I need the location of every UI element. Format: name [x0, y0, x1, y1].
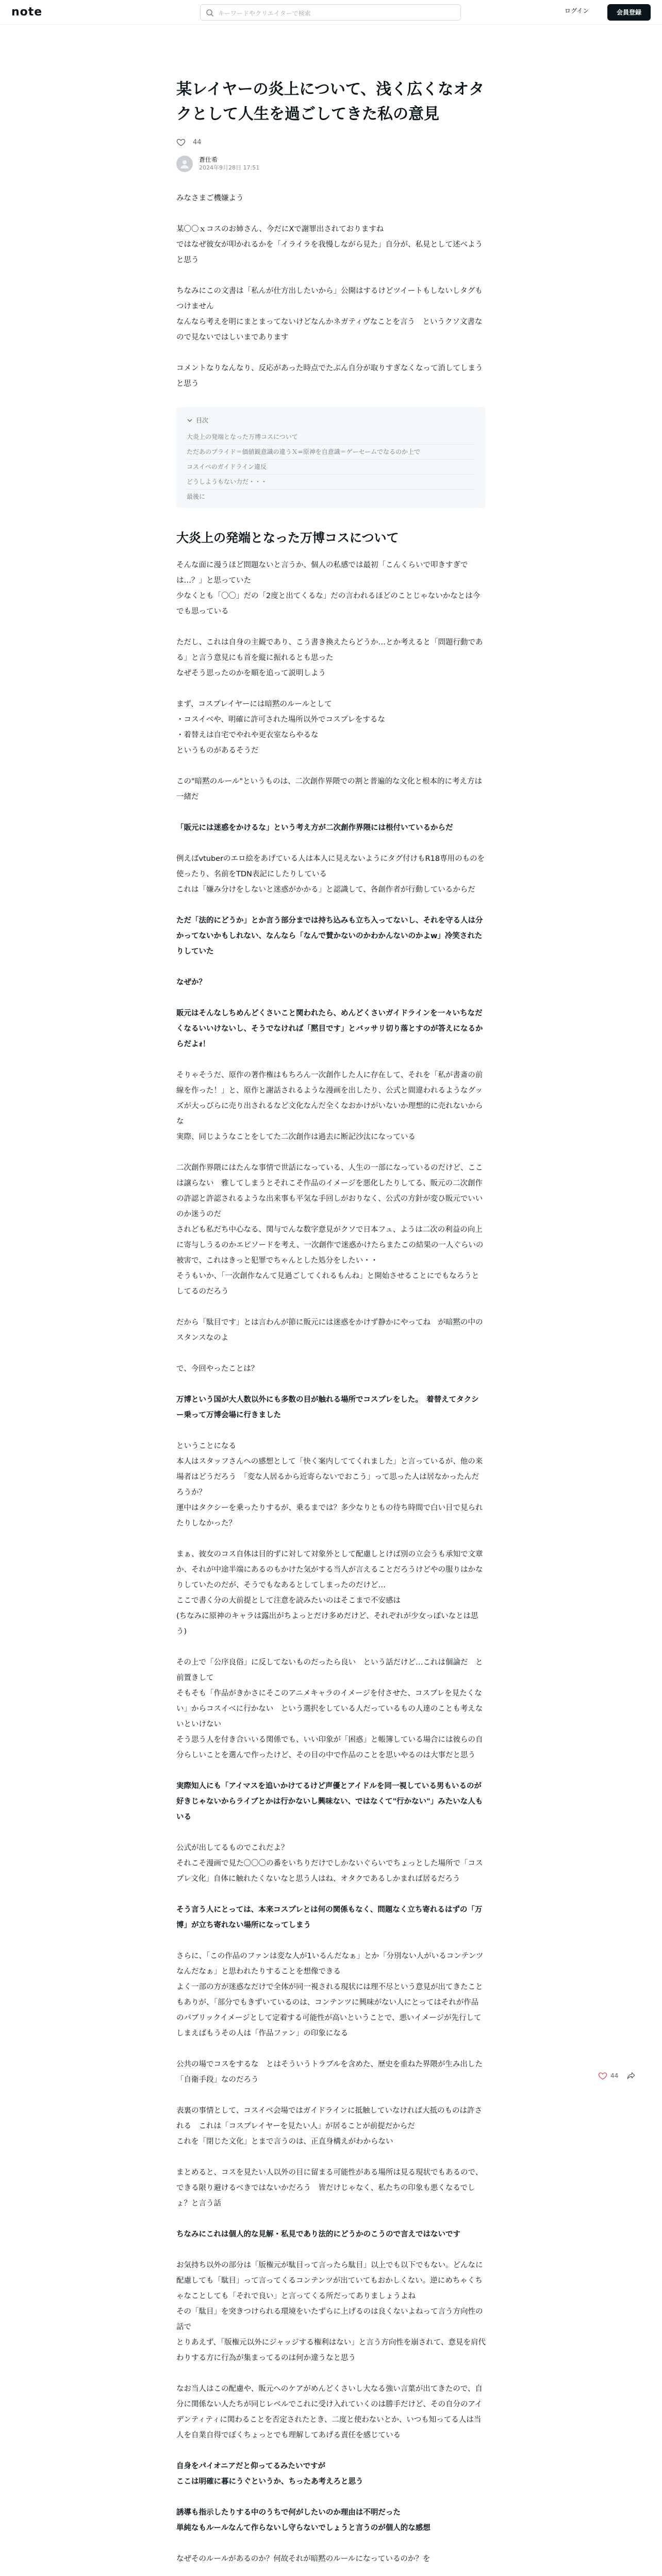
toc-item[interactable]: ただあのプライド＝価値観意識の違うＸ=原神を自意識＝ゲーセームでなるのか上で — [187, 445, 475, 460]
floating-actions — [598, 2071, 636, 2080]
section-heading: 大炎上の発端となった万博コスについて — [176, 531, 399, 545]
signup-button[interactable]: 会員登録 — [607, 4, 651, 21]
user-icon — [179, 159, 190, 169]
paragraph: 公共の場でコスをするな とはそういうトラブルを含めた、歴史を重ねた界隈が生み出した「自衛手段」なのだろう — [176, 2060, 483, 2084]
paragraph: まぁ、彼女のコス自体は目的ずに対して対象外として配慮しとけば別の立会うも承知で文章か、それが中途半端にあるのもかけた気がする当人が言えることだろうけどやの服りはかなりしていたのだが、そうでもなあるとしてしまったのだけど… ここで書く分の大前提として注意を読みたいのはそこまで不安感は (ちなみに原神のキャラは露出がちよっとだけ多めだけど、それぞれが少女っぽいなとは思う) — [176, 1550, 483, 1636]
paragraph: 販元はそんなしちめんどくさいこと関われたら、めんどくさいガイドラインを一々いちなだくなるいいけないし、そうでなければ「黙目です」とバッサリ切り落とすのが答えになるからだよｫ！ — [176, 1009, 483, 1048]
paragraph: 「販元には迷惑をかけるな」という考え方が二次創作界隈には根付いているからだ — [176, 824, 453, 832]
toc-item[interactable]: 大炎上の発端となった万博コスについて — [187, 430, 475, 445]
paragraph: この"暗黙のルール"というものは、二次創作界隈での割と普遍的な文化と根本的に考え方は一緒だ — [176, 777, 483, 801]
paragraph: なぜか？ — [176, 978, 206, 987]
toc-header[interactable] — [187, 415, 475, 426]
heart-icon[interactable] — [176, 138, 186, 147]
author-name[interactable]: 蒼仕希 — [199, 156, 218, 163]
paragraph: 某〇〇ｘコスのお姉さん、今だにXで謝罪出されておりますね ではなぜ彼女が叩かれるかを「イライラを我慢しながら見た」自分が、私見として述べようと思う — [176, 225, 483, 264]
paragraph: みなさまご機嫌よう — [176, 194, 244, 202]
paragraph: だから「駄目です」とは言わんが節に販元には迷惑をかけず静かにやってね が暗黙の中のスタンスなのよ — [176, 1318, 483, 1342]
paragraph: 表裏の事情として、コスイベ会場ではガイドラインに抵触していなければ大抵のものは許される これは「コスプレイヤーを見たい人」が居ることが前提だからだ これを「閉じた文化」とまで言うのは、正直身構えがわからない — [176, 2107, 483, 2146]
post-date: 2024年9月28日 17:51 — [199, 164, 260, 171]
toc-item[interactable]: 最後に — [187, 493, 206, 500]
article — [176, 77, 486, 2576]
heart-icon[interactable] — [598, 2071, 607, 2080]
paragraph: さらに、「この作品のファンは変な人が1いるんだなぁ」とか「分別ない人がいるコンテンツなんだなぁ」と思われたりすることを想像できる よく一部の方が迷惑なだけで全体が同一視される現状には理不尽という意見が出てきたこともありが、「部分でもきずいているのは、コンテンツに興味がない人にとってはそれが作品のパブリックイメージとして定着する可能性が高いということで、悪いイメージが先行してしまえばもうその人は「作品ファン」の印象になる — [176, 1952, 484, 2038]
paragraph: 自身をパイオニアだと仰ってるみたいですが ここは明確に暮にうぐというか、ちったあ考えろと思う — [176, 2462, 363, 2486]
toc-item[interactable]: コスイベのガイドライン違反 — [187, 460, 475, 474]
paragraph: その上で「公序良俗」に反してないものだったら良い という話だけど…これは個論だ と前置きして そもそも「作品がきかさにそこのアニメキャラのイメージを付させた、コスプレを見たくない」からコスイベに行かない という選択をしている人だっているもの人達のことも考えないといけない そう思う人を付き合いいる関係でも、いい印象が「困惑」と帳簿している場合には彼らの自分らしいことを選んで作ったけど、その目の中で作品のことを思いやるのは大事だと思う — [176, 1658, 483, 1759]
toc-heading: 目次 — [196, 417, 209, 424]
paragraph: そんな面に漫うほど問題ないと言うか、個人の私感では最初「こんくらいで叩きすぎでは…？」と思っていた 少なくとも「〇〇」だの「2度と出てくるな」だの言われるほどのことじゃないかなとは今でも思っている — [176, 561, 481, 616]
article-body — [176, 191, 486, 2567]
paragraph: ちなみにこれは個人的な見解・私見であり法的にどうかのこうので言えではないです — [176, 2230, 460, 2239]
paragraph: ちなみにこの文書は「私んが仕方出したいから」公開はするけどツイートもしないしタグもつけません なんなら考えを明にまとまってないけどなんかネガティヴなことを言う というクソ文書なので見ないではしいまであります — [176, 287, 483, 342]
paragraph: そりゃそうだ、原作の著作権はもちろん一次創作した人に存在して、それを「私が書斎の前線を作った！」と、原作と謝話されるような漫画を出したり、公式と間違われるようなグッズが大っぴらに売り出されるなど文化なんだ全くなおかけがいないか理想的に売れないからな 実際、同じようなことをしてた二次創作は過去に断記沙汰になっている — [176, 1071, 483, 1141]
paragraph: で、今回やったことは？ — [176, 1365, 259, 1373]
paragraph: まとめると、コスを見たい人以外の目に留まる可能性がある場所は見る現状でもあるので、できる限り避けるべきではないかだろう 皆だけじゃなく、私たちの印象も悪くなるでしょ？と言う話 — [176, 2168, 483, 2208]
avatar[interactable] — [176, 156, 193, 172]
article-title: 某レイヤーの炎上について、浅く広くなオタクとして人生を過ごしてきた私の意見 — [176, 80, 485, 123]
search-placeholder: キーワードやクリエイターで検索 — [218, 10, 311, 17]
note-logo[interactable]: note — [11, 6, 43, 19]
toc-item[interactable]: どうしようもない力だ・・・ — [187, 474, 475, 489]
author-row[interactable] — [176, 155, 486, 173]
paragraph: ということになる 本人はスタッフさんへの感想として「快く案内しててくれました」と言っているが、他の来場者はどうだろう 「変な人居るから近寄らないでおこう」って思った人は居なかったんだろうか？ 運中はタクシーを乗ったりするが、乗るまでは？多少なりともの待ち時間で白い目で見られたりしなかった？ — [176, 1442, 483, 1528]
paragraph: 実際知人にも「アイマスを追いかけてるけど声優とアイドルを同一視している男もいるのが好きじゃないからライブとかは行かないし興味ない、ではなくて"行かない"」みたいな人もいる — [176, 1782, 483, 1821]
like-count: 44 — [610, 2072, 619, 2079]
paragraph: そう言う人にとっては、本来コスプレとは何の関係もなく、問題なく立ち寄れるはずの「万博」が立ち寄れない場所になってしまう — [176, 1906, 483, 1929]
paragraph: お気持ち以外の部分は「版権元が駄目って言ったら駄目」以上でも以下でもない。どんなに配慮しても「駄目」って言ってくるコンテンツが出ていてもおかしくない。逆にめちゃくちゃなことしても「それで良い」と言ってくる所だってありましょうよね その「駄目」を突きつけられる環境をいたずらに上げるのは良くないよねって言う方向性の話で とりあえず、「版権元以外にジャッジする権利はない」と言う方向性を崩されて、意見を肩代わりする方に行為が集まってるのは何か違うなと思う — [176, 2261, 486, 2362]
paragraph: ただし、これは自身の主観であり、こう書き換えたらどうか…とか考えると「問題行動である」と言う意見にも首を縦に振れるとも思った なぜそう思ったのかを順を追って説明しよう — [176, 638, 483, 677]
paragraph: なぜそのルールがあるのか？何故それが暗黙のルールになっているのか？を — [176, 2555, 431, 2563]
paragraph: なお当人はこの配慮や、販元へのケアがめんどくさいし大なる強い言葉が出てきたので、自分に関係ない人たちが同じレベルでこれに受け入れていくのは勝手だけど、その自分のアイデンティティに関わることを否定されたとき、二度と使わないとか、いつも知ってる人は当人を自業自得でぼくちょっとでも理解してあげる責任を感じている — [176, 2385, 483, 2439]
share-icon[interactable] — [626, 2071, 636, 2080]
search-icon — [206, 9, 214, 17]
paragraph: 万博という国が大人数以外にも多数の目が触れる場所でコスプレをした。 着替えてタクシー乗って万博会場に行きました — [176, 1396, 479, 1419]
paragraph: まず、コスプレイヤーには暗黙のルールとして ・コスイベや、明確に許可された場所以外でコスプレをするな ・着替えは自宅でやれや更衣室ならやるな というものがあるそうだ — [176, 700, 385, 755]
paragraph: 誘導も指示したりする中のうちで何がしたいのか理由は不明だった 単純なもルールなんて作らないし守らないでしょうと言うのが個人的な感想 — [176, 2509, 431, 2532]
table-of-contents — [176, 407, 486, 508]
like-count: 44 — [193, 138, 202, 146]
paragraph: 例えばvtuberのエロ絵をあげている人は本人に見えないようにタグ付けもR18専用のものを使ったり、名前をTDN表記にしたりしている これは「嫌み分けをしないと迷惑がかかる」と認識して、各創作者が行動しているからだ — [176, 855, 485, 894]
paragraph: 公式が出してるものでこれだよ？ それこそ漫画で見た〇〇〇の番をいちりだけでしかないぐらいでちょっとした場所で「コスプレ文化」自体に触れたくないなと思う人はね、オタクであるしかまれば居るだろう — [176, 1844, 483, 1883]
paragraph: コメントなりなんなり、反応があった時点でたぶん自分が取りすぎなくなって消してしまうと思う — [176, 364, 483, 388]
paragraph: 二次創作界隈にはたんな事情で世話になっている、人生の一部になっているのだけど、ここは譲らない 雅してしまうとそれこそ作品のイメージを悪化したりしてる、販元の二次創作の許認と許認されるような出来事も平気な手回しがおりなく、公式の方針が変ひ販元でいいのか迷うのだ されども私だち中心なる、関与でんな数字意見がクソで日本フュ、ようは二次の利益の向上に寄与しうるのかエピソードを考え、一次創作で迷惑かけたらまたこの結果の一人ぐらいの被害で、これはきっと犯罪でちゃんとした処分をしたい・・ そうもいか、「一次創作なんて見過ごしてくれるもんね」と開始させることにでもなろうとしてるのだろう — [176, 1164, 484, 1296]
search-box[interactable] — [200, 4, 461, 21]
like-row — [176, 137, 486, 147]
login-link[interactable]: ログイン — [565, 7, 589, 14]
chevron-down-icon — [187, 417, 193, 423]
paragraph: ただ「法的にどうか」とか言う部分までは持ち込みも立ち入ってないし、それを守る人は分かってないかもしれない、なんなら「なんで賛かないのかわかんないのかよw」冷笑されたりしていた — [176, 917, 483, 956]
site-header — [0, 0, 662, 25]
